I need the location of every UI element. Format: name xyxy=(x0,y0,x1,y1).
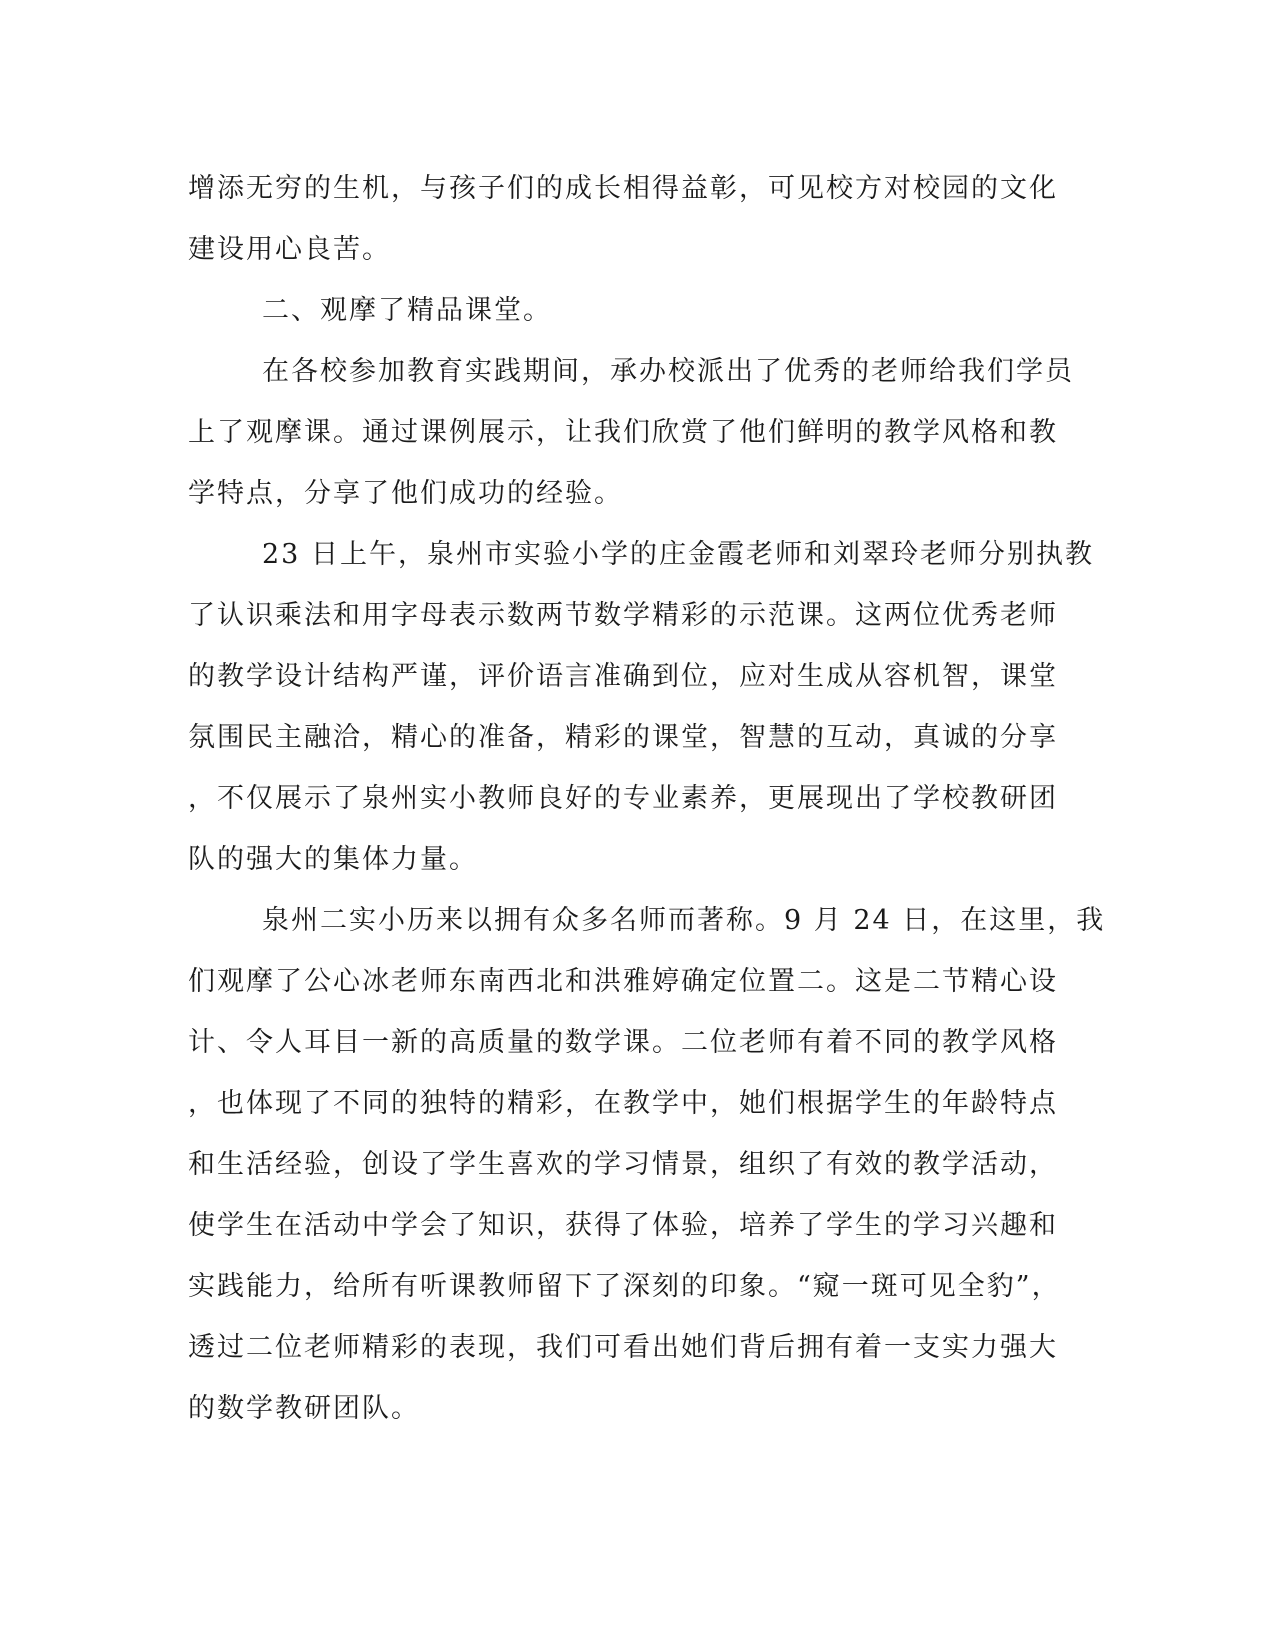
text-line: 增添无穷的生机，与孩子们的成长相得益彰，可见校方对校园的文化 xyxy=(188,173,1058,204)
text-line: 23 日上午，泉州市实验小学的庄金霞老师和刘翠玲老师分别执教 xyxy=(262,539,1094,570)
text-line: 建设用心良苦。 xyxy=(188,234,391,265)
text-line: 队的强大的集体力量。 xyxy=(188,844,478,875)
text-line: 学特点，分享了他们成功的经验。 xyxy=(188,478,623,509)
text-line: 使学生在活动中学会了知识，获得了体验，培养了学生的学习兴趣和 xyxy=(188,1210,1058,1241)
text-line: 实践能力，给所有听课教师留下了深刻的印象。“窥一斑可见全豹”， xyxy=(188,1271,1061,1302)
text-line: ，不仅展示了泉州实小教师良好的专业素养，更展现出了学校教研团 xyxy=(188,783,1058,814)
text-line: 在各校参加教育实践期间，承办校派出了优秀的老师给我们学员 xyxy=(262,356,1074,387)
body-text xyxy=(188,158,1106,1439)
text-line: 透过二位老师精彩的表现，我们可看出她们背后拥有着一支实力强大 xyxy=(188,1332,1058,1363)
text-line: 氛围民主融洽，精心的准备，精彩的课堂，智慧的互动，真诚的分享 xyxy=(188,722,1058,753)
text-line: 二、观摩了精品课堂。 xyxy=(262,295,552,326)
text-line: 上了观摩课。通过课例展示，让我们欣赏了他们鲜明的教学风格和教 xyxy=(188,417,1058,448)
text-line: 和生活经验，创设了学生喜欢的学习情景，组织了有效的教学活动， xyxy=(188,1149,1058,1180)
text-line: 了认识乘法和用字母表示数两节数学精彩的示范课。这两位优秀老师 xyxy=(188,600,1058,631)
text-line: 计、令人耳目一新的高质量的数学课。二位老师有着不同的教学风格 xyxy=(188,1027,1058,1058)
text-line: 们观摩了公心冰老师东南西北和洪雅婷确定位置二。这是二节精心设 xyxy=(188,966,1058,997)
text-line: 的数学教研团队。 xyxy=(188,1393,420,1424)
text-line: 泉州二实小历来以拥有众多名师而著称。9 月 24 日，在这里，我 xyxy=(262,905,1106,936)
text-line: 的教学设计结构严谨，评价语言准确到位，应对生成从容机智，课堂 xyxy=(188,661,1058,692)
text-line: ，也体现了不同的独特的精彩，在教学中，她们根据学生的年龄特点 xyxy=(188,1088,1058,1119)
